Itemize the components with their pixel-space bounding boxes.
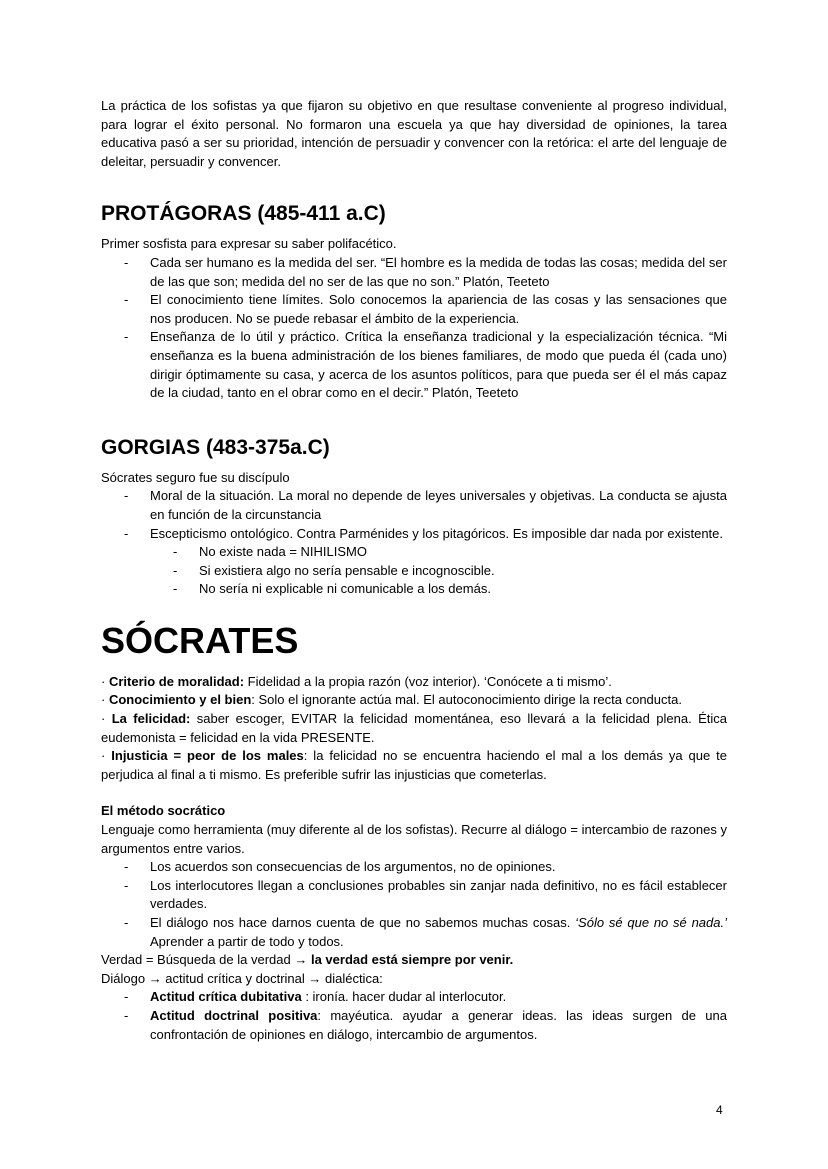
truth-bold: la verdad está siempre por venir. bbox=[310, 952, 514, 968]
point-injusticia bbox=[101, 747, 727, 784]
protagoras-list bbox=[101, 254, 727, 403]
list-item: - Moral de la situación. La moral no depende de leyes universales y objetivas. La conducta se ajusta en función de la circunstancia bbox=[101, 487, 727, 524]
list-item: - El conocimiento tiene límites. Solo conocemos la apariencia de las cosas y las sensaciones que nos producen. No se puede rebasar el ámbito de la experiencia. bbox=[101, 291, 727, 328]
method-list bbox=[101, 858, 727, 951]
truth-text: Verdad = Búsqueda de la verdad → bbox=[101, 952, 311, 968]
list-item: - Cada ser humano es la medida del ser. “El hombre es la medida de todas las cosas; medida del ser de las que son; medida del no ser de las que no son.” Platón, Teeteto bbox=[101, 254, 727, 291]
list-item: - Los interlocutores llegan a conclusiones probables sin zanjar nada definitivo, no es fácil establecer verdades. bbox=[101, 877, 727, 914]
point-label: Criterio de moralidad: bbox=[108, 673, 245, 689]
gorgias-lead: Sócrates seguro fue su discípulo bbox=[101, 469, 290, 485]
point-label: La felicidad: bbox=[111, 711, 191, 727]
socrates-heading: SÓCRATES bbox=[101, 619, 299, 661]
list-item bbox=[101, 1007, 727, 1044]
attitude-label: Actitud doctrinal positiva bbox=[150, 1007, 318, 1023]
list-item-text: Aprender a partir de todo y todos. bbox=[150, 933, 344, 949]
protagoras-heading: PROTÁGORAS (485-411 a.C) bbox=[101, 202, 386, 226]
point-felicidad bbox=[101, 710, 727, 747]
truth-line bbox=[101, 951, 727, 970]
point-conocimiento bbox=[101, 691, 727, 710]
list-item bbox=[101, 525, 727, 599]
list-item: - Los acuerdos son consecuencias de los argumentos, no de opiniones. bbox=[101, 858, 727, 877]
attitudes-list bbox=[101, 988, 727, 1044]
list-item bbox=[101, 914, 727, 951]
sublist-item: - Si existiera algo no sería pensable e incognoscible. bbox=[150, 562, 727, 581]
attitude-text: : mayéutica. ayudar a generar ideas. las ideas surgen de una confrontación de opiniones en diálogo, intercambio de argumentos. bbox=[150, 1007, 727, 1042]
gorgias-sublist bbox=[150, 543, 727, 599]
page-number: 4 bbox=[716, 1103, 723, 1117]
point-moralidad bbox=[101, 673, 727, 692]
point-label: Injusticia = peor de los males bbox=[111, 748, 304, 764]
document-page bbox=[101, 97, 727, 1044]
point-text: saber escoger, EVITAR la felicidad momentánea, eso llevará a la felicidad plena. Ética eudemonista = felicidad en la vida PRESENTE. bbox=[101, 711, 727, 745]
gorgias-heading: GORGIAS (483-375a.C) bbox=[101, 435, 330, 459]
sublist-item: - No existe nada = NIHILISMO bbox=[150, 543, 727, 562]
bullet: · bbox=[101, 711, 106, 727]
quote-text: ‘Sólo sé que no sé nada.’ bbox=[575, 915, 727, 930]
point-text: Fidelidad a la propia razón (voz interior). ‘Conócete a ti mismo’. bbox=[244, 673, 612, 689]
list-item: - Enseñanza de lo útil y práctico. Crítica la enseñanza tradicional y la especialización técnica. “Mi enseñanza es la buena administración de los bienes familiares, de modo que pueda él (cada uno) dirigir óptimamente su casa, y acerca de los asuntos políticos, para que pueda ser él el más capaz de la ciudad, tanto en el obrar como en el decir.” Platón, Teeteto bbox=[101, 328, 727, 402]
list-item bbox=[101, 988, 727, 1007]
list-item-text: El diálogo nos hace darnos cuenta de que no sabemos muchas cosas. bbox=[150, 915, 576, 930]
method-lead: Lenguaje como herramienta (muy diferente al de los sofistas). Recurre al diálogo = intercambio de razones y argumentos entre varios. bbox=[101, 822, 727, 856]
sublist-item: - No sería ni explicable ni comunicable a los demás. bbox=[150, 580, 727, 599]
method-heading: El método socrático bbox=[101, 803, 226, 819]
protagoras-lead: Primer sosfista para expresar su saber polifacético. bbox=[101, 236, 397, 252]
intro-paragraph: La práctica de los sofistas ya que fijaron su objetivo en que resultase conveniente al progreso individual, para lograr el éxito personal. No formaron una escuela ya que hay diversidad de opiniones, la tarea educativa pasó a ser su prioridad, intención de persuadir y convencer con la retórica: el arte del lenguaje de deleitar, persuadir y convencer. bbox=[101, 98, 727, 169]
point-text: : Solo el ignorante actúa mal. El autoconocimiento dirige la recta conducta. bbox=[251, 692, 682, 708]
attitude-text: : ironía. hacer dudar al interlocutor. bbox=[301, 989, 507, 1005]
bullet: · bbox=[101, 692, 106, 708]
attitude-label: Actitud crítica dubitativa bbox=[150, 989, 302, 1005]
bullet: · bbox=[101, 748, 106, 764]
bullet: · bbox=[101, 673, 106, 689]
gorgias-list bbox=[101, 487, 727, 599]
socrates-points bbox=[101, 673, 727, 785]
list-item-text: Escepticismo ontológico. Contra Parménides y los pitagóricos. Es imposible dar nada por existente. bbox=[150, 525, 724, 541]
point-label: Conocimiento y el bien bbox=[108, 692, 252, 708]
dialog-line: Diálogo → actitud crítica y doctrinal → dialéctica: bbox=[101, 970, 383, 986]
point-text: : la felicidad no se encuentra haciendo el mal a los demás ya que te perjudica al final a ti mismo. Es preferible sufrir las injusticias que cometerlas. bbox=[101, 748, 728, 782]
